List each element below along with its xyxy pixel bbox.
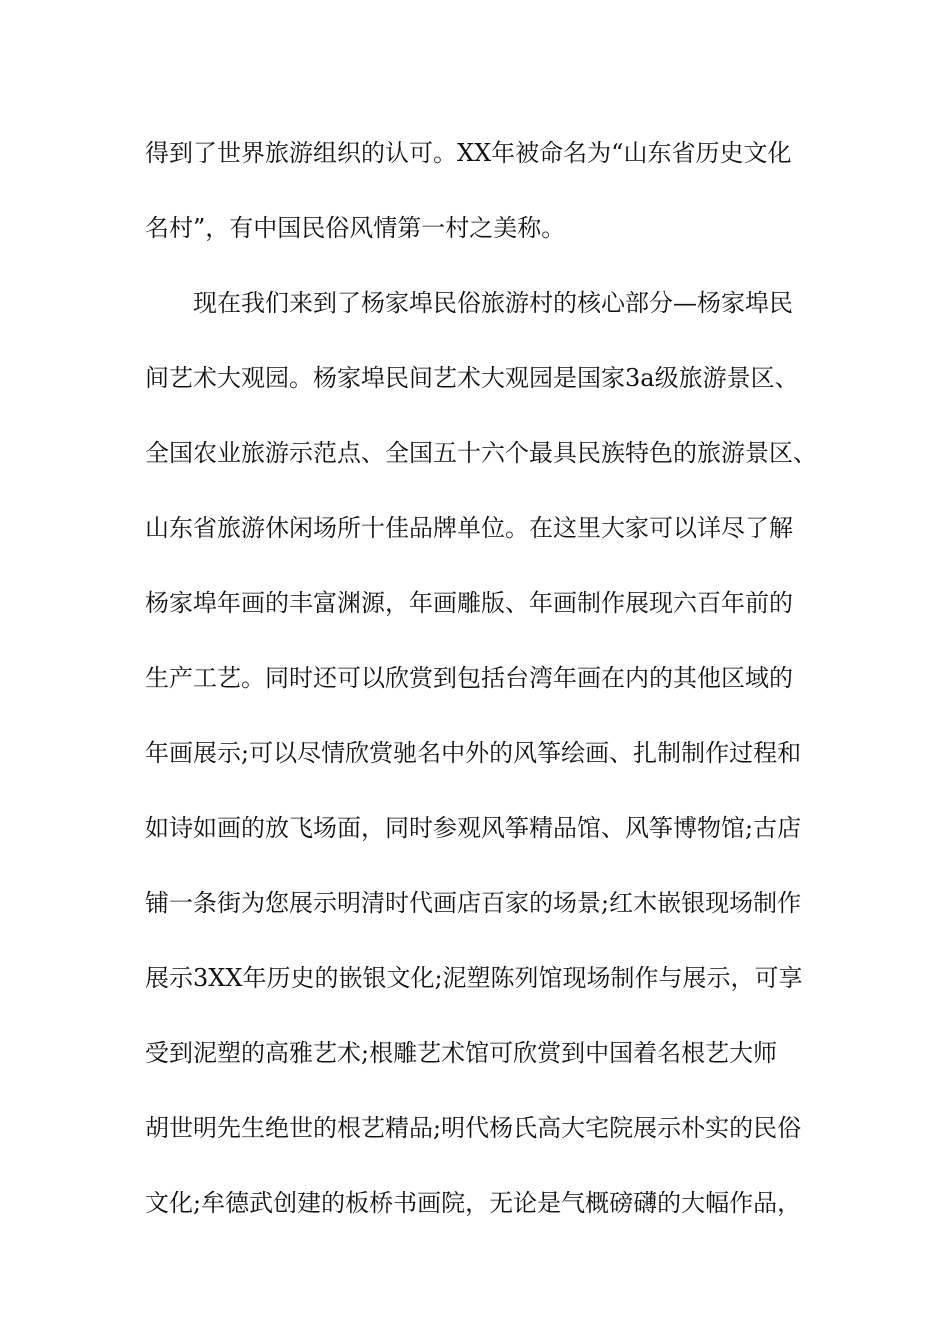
text-line: 如诗如画的放飞场面，同时参观风筝精品馆、风筝博物馆;古店 xyxy=(145,814,802,842)
text-line: 杨家埠年画的丰富渊源，年画雕版、年画制作展现六百年前的 xyxy=(145,589,793,617)
text-line: 全国农业旅游示范点、全国五十六个最具民族特色的旅游景区、 xyxy=(145,439,817,467)
text-line: 受到泥塑的高雅艺术;根雕艺术馆可欣赏到中国着名根艺大师 xyxy=(145,1039,778,1067)
text-line: 年画展示;可以尽情欣赏驰名中外的风筝绘画、扎制制作过程和 xyxy=(145,739,802,767)
text-line: 铺一条街为您展示明清时代画店百家的场景;红木嵌银现场制作 xyxy=(145,889,802,917)
text-line: 生产工艺。同时还可以欣赏到包括台湾年画在内的其他区域的 xyxy=(145,664,793,692)
text-line: 文化;牟德武创建的板桥书画院，无论是气概磅礴的大幅作品， xyxy=(145,1189,802,1217)
text-line: 胡世明先生绝世的根艺精品;明代杨氏高大宅院展示朴实的民俗 xyxy=(145,1114,802,1142)
text-line: 得到了世界旅游组织的认可。XX年被命名为“山东省历史文化 xyxy=(145,139,792,167)
text-line: 名村”，有中国民俗风情第一村之美称。 xyxy=(145,214,566,242)
text-line: 间艺术大观园。杨家埠民间艺术大观园是国家3a级旅游景区、 xyxy=(145,364,799,392)
paragraph-start-line: 现在我们来到了杨家埠民俗旅游村的核心部分—杨家埠民 xyxy=(193,289,793,317)
text-line: 展示3XX年历史的嵌银文化;泥塑陈列馆现场制作与展示，可享 xyxy=(145,964,803,992)
text-line: 山东省旅游休闲场所十佳品牌单位。在这里大家可以详尽了解 xyxy=(145,514,793,542)
